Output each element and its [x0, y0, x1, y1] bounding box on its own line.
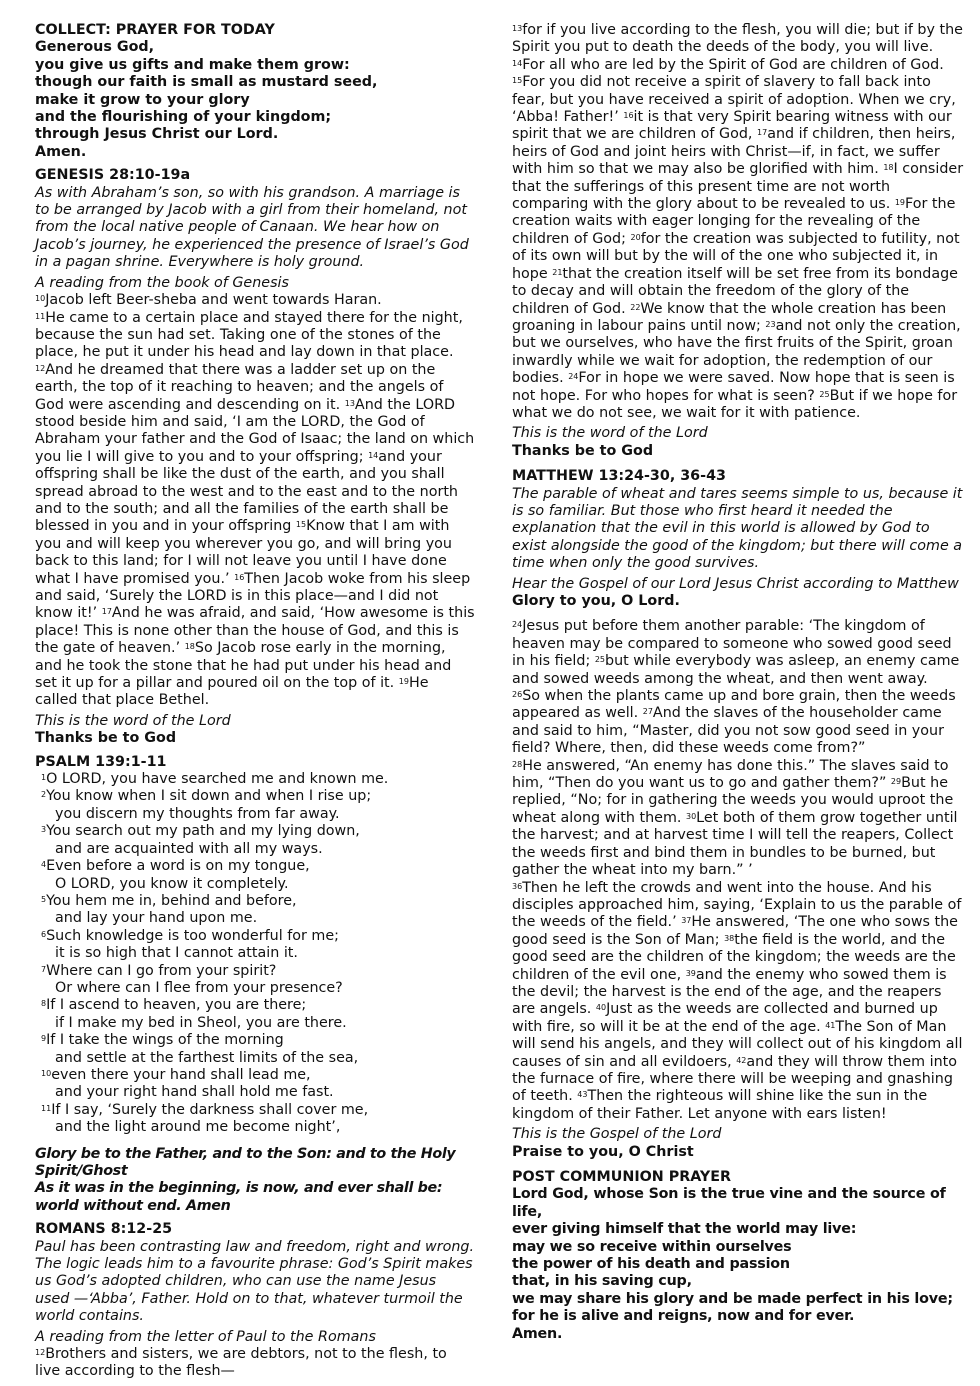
romans-announce: A reading from the letter of Paul to the Romans: [35, 1328, 376, 1345]
psalm-text-line: Or where can I flee from your presence?: [55, 979, 343, 996]
verse-text: I consider that the sufferings of this present time are not worth comparing with the glory about to be revealed to us.: [512, 161, 964, 213]
verse-number: 8: [41, 999, 47, 1009]
text-line: make it grow to your glory: [35, 91, 250, 108]
verse-number: 13: [344, 398, 355, 408]
verse-number: 13: [512, 24, 523, 33]
left-column: [35, 22, 475, 1381]
psalm-line: [41, 963, 475, 980]
verse-text: For the creation waits with eager longing for the revealing of the children of God;: [512, 196, 956, 247]
psalm-text-line: you discern my thoughts from far away.: [55, 805, 340, 822]
verse-text: For all who are led by the Spirit of God are children of God.: [522, 56, 944, 73]
matthew-reading-part1: [512, 618, 964, 879]
verse-number: 14: [512, 58, 523, 68]
text-line: Glory be to the Father, and to the Son: and to the Holy Spirit/Ghost: [35, 1145, 456, 1179]
verse-number: 24: [568, 372, 579, 382]
romans-close: This is the word of the Lord: [512, 425, 708, 442]
verse-number: 19: [398, 677, 409, 687]
verse-text: Jacob left Beer-sheba and went towards Haran.: [45, 292, 382, 309]
psalm-line: [41, 1119, 475, 1136]
verse-number: 10: [35, 294, 46, 304]
verse-number: 9: [41, 1034, 47, 1044]
genesis-announce: A reading from the book of Genesis: [35, 274, 289, 291]
psalm-line: [41, 1015, 475, 1032]
verse-number: 39: [685, 968, 696, 978]
verse-text: And the slaves of the householder came and said to him, “Master, did you not sow good seed in your field? Where, then, did these weeds come from?”: [512, 705, 944, 757]
verse-text: And he dreamed that there was a ladder set up on the earth, the top of it reaching to heaven; and the angels of God were ascending and descending on it.: [35, 361, 444, 413]
verse-text: But he replied, “No; for in gathering the weeds you would uproot the wheat along with them.: [512, 775, 954, 826]
psalm-text-line: O LORD, you have searched me and known me.: [46, 771, 389, 788]
psalm-heading: PSALM 139:1-11: [35, 753, 167, 770]
verse-number: 2: [41, 790, 47, 800]
matthew-response: Praise to you, O Christ: [512, 1143, 694, 1160]
psalm-text-line: Such knowledge is too wonderful for me;: [46, 927, 339, 944]
verse-text: For in hope we were saved. Now hope that is seen is not hope. For who hopes for what is seen?: [512, 370, 955, 404]
verse-number: 6: [41, 929, 47, 939]
psalm-line: [41, 858, 475, 875]
verse-text: But if we hope for what we do not see, we wait for it with patience.: [512, 387, 958, 421]
romans-intro: Paul has been contrasting law and freedom, right and wrong. The logic leads him to a favourite phrase: God’s Spirit makes us God’s adopted children, who can use the name Jesus used —‘Abba’, Father. Hold on to that, whatever turmoil the world contains.: [35, 1238, 475, 1325]
verse-text: and they will throw them into the furnace of fire, where there will be weeping and gnashing of teeth.: [512, 1053, 957, 1105]
verse-number: 37: [681, 916, 692, 926]
psalm-line: [41, 928, 475, 945]
text-line: ever giving himself that the world may live:: [512, 1221, 857, 1238]
verse-number: 22: [630, 302, 641, 312]
verse-number: 16: [234, 572, 245, 582]
verse-number: 10: [41, 1068, 52, 1078]
psalm-line: [41, 806, 475, 823]
text-line: you give us gifts and make them grow:: [35, 56, 350, 73]
psalm-line: [41, 823, 475, 840]
text-line: that, in his saving cup,: [512, 1273, 692, 1290]
verse-text: Just as the weeds are collected and burned up with fire, so will it be at the end of the age.: [512, 1001, 938, 1035]
psalm-text-line: If I say, ‘Surely the darkness shall cover me,: [51, 1101, 369, 1118]
psalm-text-line: Where can I go from your spirit?: [46, 962, 277, 979]
psalm-text-line: and the light around me become night’,: [55, 1119, 341, 1136]
verse-number: 15: [295, 520, 307, 530]
matthew-close: This is the Gospel of the Lord: [512, 1126, 722, 1143]
verse-text: and the enemy who sowed them is the devil; the harvest is the end of the age, and the reapers are angels.: [512, 966, 947, 1018]
romans-response: Thanks be to God: [512, 442, 654, 459]
psalm-text-line: and lay your hand upon me.: [55, 910, 258, 927]
verse-number: 4: [41, 860, 47, 870]
psalm-text-line: O LORD, you know it completely.: [55, 875, 289, 892]
verse-text: And the LORD stood beside him and said, ‘I am the LORD, the God of Abraham your father and the God of Isaac; the land on which you lie I will give to you and to your offspring;: [35, 396, 475, 465]
psalm-line: [41, 841, 475, 858]
matthew-intro: The parable of wheat and tares seems simple to us, because it is so familiar. But those who first heard it needed the explanation that the evil in this world is allowed by God to exist alongside the good of the kingdom; but there will come a time when only the good survives.: [512, 485, 963, 572]
verse-text: and your offspring shall be like the dust of the earth, and you shall spread abroad to the west and to the east and to the north and to the south; and all the families of the earth shall be blessed in you and in your offspring: [35, 448, 458, 535]
verse-number: 30: [685, 811, 697, 821]
verse-text: Brothers and sisters, we are debtors, not to the flesh, to live according to the flesh—: [35, 1346, 447, 1380]
verse-text: and not only the creation, but we ourselves, who have the first fruits of the Spirit, groan inwardly while we wait for adoption, the redemption of our bodies.: [512, 317, 961, 387]
verse-number: 20: [630, 232, 641, 242]
verse-text: The Son of Man will send his angels, and they will collect out of his kingdom all causes of sin and all evildoers,: [512, 1018, 963, 1070]
verse-number: 27: [642, 707, 653, 717]
verse-number: 41: [825, 1020, 836, 1030]
text-line: Generous God,: [35, 39, 155, 56]
psalm-line: [41, 910, 475, 927]
matthew-announce: Hear the Gospel of our Lord Jesus Christ according to Matthew: [512, 575, 959, 592]
psalm-text-line: it is so high that I cannot attain it.: [55, 945, 298, 962]
text-line: and the flourishing of your kingdom;: [35, 109, 332, 126]
verse-text: He answered, ‘The one who sows the good seed is the Son of Man;: [512, 914, 958, 948]
psalm-line: [41, 788, 475, 805]
verse-number: 38: [724, 933, 735, 943]
verse-text: for if you live according to the flesh, you will die; but if by the Spirit you put to death the deeds of the body, you will live.: [512, 22, 963, 56]
verse-text: For you did not receive a spirit of slavery to fall back into fear, but you have received a spirit of adoption. When we cry, ‘Abba! Father!’: [512, 74, 956, 126]
genesis-response: Thanks be to God: [35, 730, 177, 747]
psalm-text-line: and your right hand shall hold me fast.: [55, 1084, 334, 1101]
psalm-text-line: and settle at the farthest limits of the sea,: [55, 1049, 359, 1066]
verse-number: 23: [765, 319, 776, 329]
verse-text: Then he left the crowds and went into the house. And his disciples approached him, saying, ‘Explain to us the parable of the weeds of the field.’: [512, 879, 962, 931]
verse-number: 36: [512, 881, 523, 891]
verse-number: 14: [368, 450, 379, 460]
verse-number: 12: [35, 363, 46, 373]
verse-number: 21: [552, 267, 563, 277]
psalm-line: [41, 1084, 475, 1101]
psalm-text: [35, 771, 475, 1137]
verse-text: but while everybody was asleep, an enemy came and sowed weeds among the wheat, and then went away.: [512, 653, 960, 687]
verse-number: 17: [101, 607, 112, 617]
genesis-heading: GENESIS 28:10-19a: [35, 167, 191, 184]
genesis-reading: [35, 292, 475, 710]
verse-number: 29: [890, 777, 902, 787]
gloria: [35, 1146, 475, 1216]
text-line: the power of his death and passion: [512, 1256, 790, 1273]
verse-number: 16: [623, 111, 634, 121]
verse-number: 24: [512, 620, 523, 630]
verse-number: 5: [41, 894, 47, 904]
verse-text: Know that I am with you and will keep you wherever you go, and will bring you back to this land; for I will not leave you until I have done what I have promised you.’: [35, 518, 452, 587]
psalm-line: [41, 1102, 475, 1119]
verse-number: 18: [184, 642, 195, 652]
verse-number: 18: [883, 163, 894, 173]
psalm-line: [41, 1067, 475, 1084]
verse-text: Jesus put before them another parable: ‘The kingdom of heaven may be compared to someone who sowed good seed in his field;: [512, 618, 952, 670]
psalm-line: [41, 1032, 475, 1049]
verse-text: Let both of them grow together until the harvest; and at harvest time I will tell the reapers, Collect the weeds first and bind them in bundles to be burned, but gather the wheat into my barn.” ’: [512, 809, 958, 879]
psalm-text-line: You search out my path and my lying down,: [46, 823, 360, 840]
right-column: [512, 22, 964, 1343]
text-line: we may share his glory and be made perfect in his love;: [512, 1290, 953, 1307]
verse-text: for the creation was subjected to futility, not of its own will but by the will of the one who subjected it, in hope: [512, 230, 960, 282]
romans-continued: [512, 22, 964, 422]
verse-text: He called that place Bethel.: [35, 675, 429, 709]
verse-number: 12: [35, 1348, 46, 1358]
post-communion-heading: POST COMMUNION PRAYER: [512, 1169, 732, 1185]
matthew-announce-response: Glory to you, O Lord.: [512, 593, 680, 609]
text-line: Amen.: [512, 1325, 563, 1342]
psalm-text-line: If I ascend to heaven, you are there;: [46, 997, 307, 1014]
verse-number: 3: [41, 825, 47, 835]
text-line: Amen.: [35, 143, 87, 160]
verse-text: So when the plants came up and bore grain, then the weeds appeared as well.: [512, 688, 956, 722]
genesis-intro: As with Abraham’s son, so with his grandson. A marriage is to be arranged by Jacob with a girl from their homeland, not from the local native people of Canaan. We hear how on Jacob’s journey, he experienced the presence of Israel’s God in a pagan shrine. Everywhere is holy ground.: [35, 184, 469, 271]
psalm-text-line: You know when I sit down and when I rise up;: [46, 788, 372, 805]
psalm-line: [41, 1050, 475, 1067]
text-line: though our faith is small as mustard seed,: [35, 74, 378, 91]
post-communion-prayer: [512, 1186, 964, 1343]
psalm-line: [41, 771, 475, 788]
verse-number: 11: [41, 1103, 52, 1113]
verse-text: it is that very Spirit bearing witness with our spirit that we are children of God,: [512, 109, 952, 143]
psalm-text-line: and are acquainted with all my ways.: [55, 840, 323, 857]
verse-number: 42: [736, 1055, 747, 1065]
romans-heading: ROMANS 8:12-25: [35, 1221, 173, 1238]
psalm-text-line: Even before a word is on my tongue,: [46, 858, 310, 875]
psalm-line: [41, 980, 475, 997]
verse-number: 7: [41, 964, 47, 974]
genesis-close: This is the word of the Lord: [35, 712, 231, 729]
text-line: may we so receive within ourselves: [512, 1238, 792, 1255]
verse-number: 15: [512, 76, 523, 86]
verse-text: and if children, then heirs, heirs of God and joint heirs with Christ—if, in fact, we suffer with him so that we may also be glorified with him.: [512, 126, 956, 178]
verse-text: Then Jacob woke from his sleep and said, ‘Surely the LORD is in this place—and I did not know it!’: [35, 570, 471, 622]
psalm-line: [41, 893, 475, 910]
verse-number: 19: [894, 198, 906, 208]
verse-text: the field is the world, and the good seed are the children of the kingdom; the weeds are the children of the evil one,: [512, 931, 956, 983]
verse-text: So Jacob rose early in the morning, and he took the stone that he had put under his head and set it up for a pillar and poured oil on the top of it.: [35, 640, 452, 692]
verse-number: 11: [35, 311, 46, 321]
verse-text: Then the righteous will shine like the sun in the kingdom of their Father. Let anyone with ears listen!: [512, 1088, 928, 1122]
verse-text: We know that the whole creation has been groaning in labour pains until now;: [512, 300, 947, 334]
psalm-line: [41, 945, 475, 962]
collect-prayer: [35, 39, 475, 161]
verse-number: 40: [595, 1003, 607, 1013]
psalm-line: [41, 997, 475, 1014]
verse-text: And he was afraid, and said, ‘How awesome is this place! This is none other than the house of God, and this is the gate of heaven.’: [35, 605, 475, 657]
psalm-text-line: You hem me in, behind and before,: [46, 892, 297, 909]
collect-heading: COLLECT: PRAYER FOR TODAY: [35, 22, 275, 38]
text-line: through Jesus Christ our Lord.: [35, 126, 279, 143]
verse-number: 17: [757, 128, 768, 138]
verse-number: 25: [819, 389, 830, 399]
text-line: world without end. Amen: [35, 1197, 231, 1214]
psalm-text-line: If I take the wings of the morning: [46, 1032, 284, 1049]
text-line: for he is alive and reigns, now and for ever.: [512, 1308, 855, 1325]
romans-verse-12: [35, 1346, 475, 1381]
verse-number: 26: [512, 690, 523, 700]
verse-text: He came to a certain place and stayed there for the night, because the sun had set. Taking one of the stones of the place, he put it under his head and lay down in that place.: [35, 309, 463, 361]
text-line: As it was in the beginning, is now, and ever shall be:: [35, 1180, 443, 1197]
matthew-reading-part2: [512, 880, 964, 1124]
verse-number: 43: [577, 1090, 588, 1100]
psalm-text-line: if I make my bed in Sheol, you are there.: [55, 1014, 347, 1031]
verse-number: 1: [41, 773, 47, 783]
verse-number: 25: [594, 655, 606, 665]
verse-text: He answered, “An enemy has done this.” The slaves said to him, “Then do you want us to go and gather them?”: [512, 757, 949, 792]
psalm-text-line: even there your hand shall lead me,: [51, 1066, 311, 1083]
text-line: Lord God, whose Son is the true vine and the source of life,: [512, 1186, 946, 1220]
verse-text: that the creation itself will be set free from its bondage to decay and will obtain the freedom of the glory of the children of God.: [512, 265, 958, 317]
verse-number: 28: [512, 759, 523, 769]
matthew-heading: MATTHEW 13:24-30, 36-43: [512, 468, 726, 485]
psalm-line: [41, 876, 475, 893]
